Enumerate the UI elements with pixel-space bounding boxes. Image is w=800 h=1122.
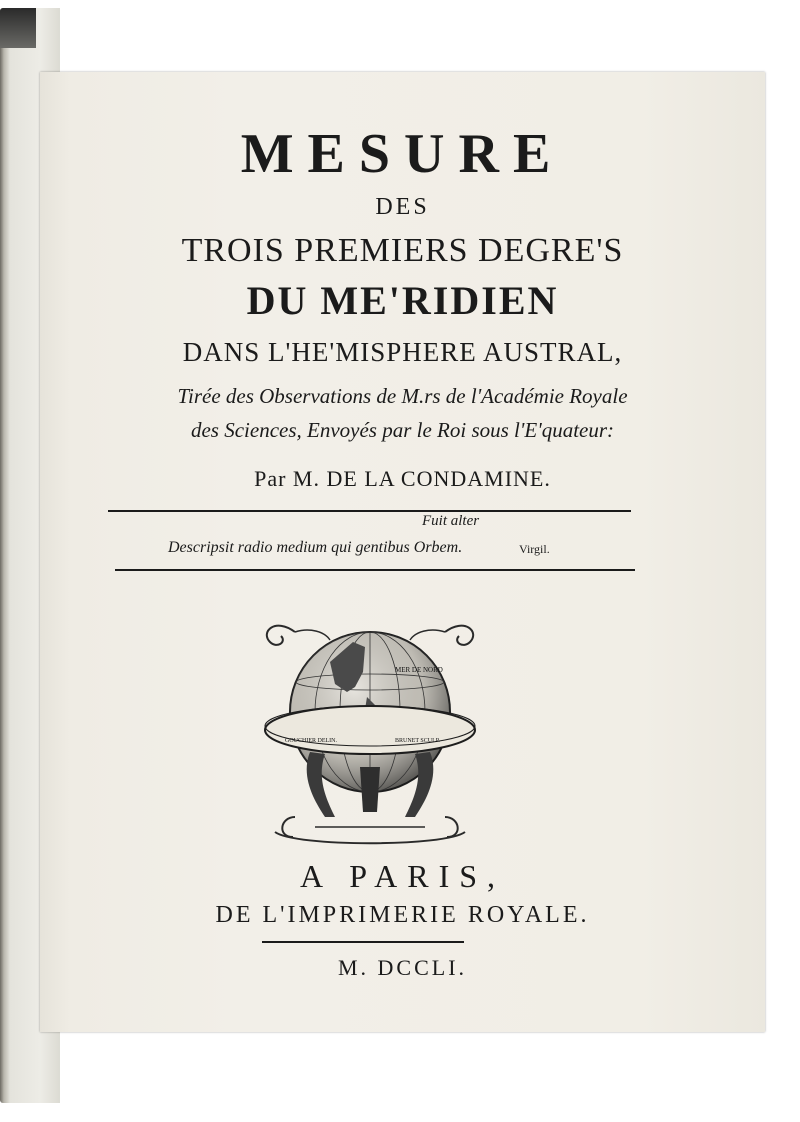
- imprint-press: DE L'IMPRIMERIE ROYALE.: [215, 902, 590, 928]
- book-spine-corner: [0, 8, 36, 48]
- rule-top: [108, 510, 631, 512]
- epigraph-line-1: Fuit alter: [422, 513, 480, 529]
- globe-engraver-label-right: BRUNET SCULP.: [395, 738, 440, 744]
- rule-bottom: [115, 569, 635, 571]
- globe-vignette: [255, 602, 485, 857]
- subtitle-line-1: Tirée des Observations de M.rs de l'Académie Royale: [177, 384, 628, 408]
- title-page: [40, 72, 765, 1032]
- epigraph-source: Virgil.: [519, 542, 550, 556]
- author-line: Par M. DE LA CONDAMINE.: [254, 466, 551, 491]
- title-main: MESURE: [240, 123, 565, 185]
- rule-imprint: [262, 941, 464, 943]
- imprint-city: A PARIS,: [299, 858, 506, 894]
- globe-engraving-icon: [255, 602, 485, 857]
- title-line-4: DANS L'HE'MISPHERE AUSTRAL,: [182, 337, 623, 367]
- title-line-3: DU ME'RIDIEN: [246, 278, 559, 323]
- epigraph-line-2: Descripsit radio medium qui gentibus Orbem.: [168, 539, 463, 556]
- globe-engraver-label-left: GOUCHIER DELIN.: [285, 738, 337, 744]
- title-line-2: TROIS PREMIERS DEGRE'S: [181, 232, 624, 269]
- subtitle-line-2: des Sciences, Envoyés par le Roi sous l'E'quateur:: [190, 418, 615, 442]
- globe-sea-label: MER DE NORD: [395, 666, 443, 674]
- imprint-date: M. DCCLI.: [337, 955, 468, 980]
- title-des: DES: [375, 194, 430, 220]
